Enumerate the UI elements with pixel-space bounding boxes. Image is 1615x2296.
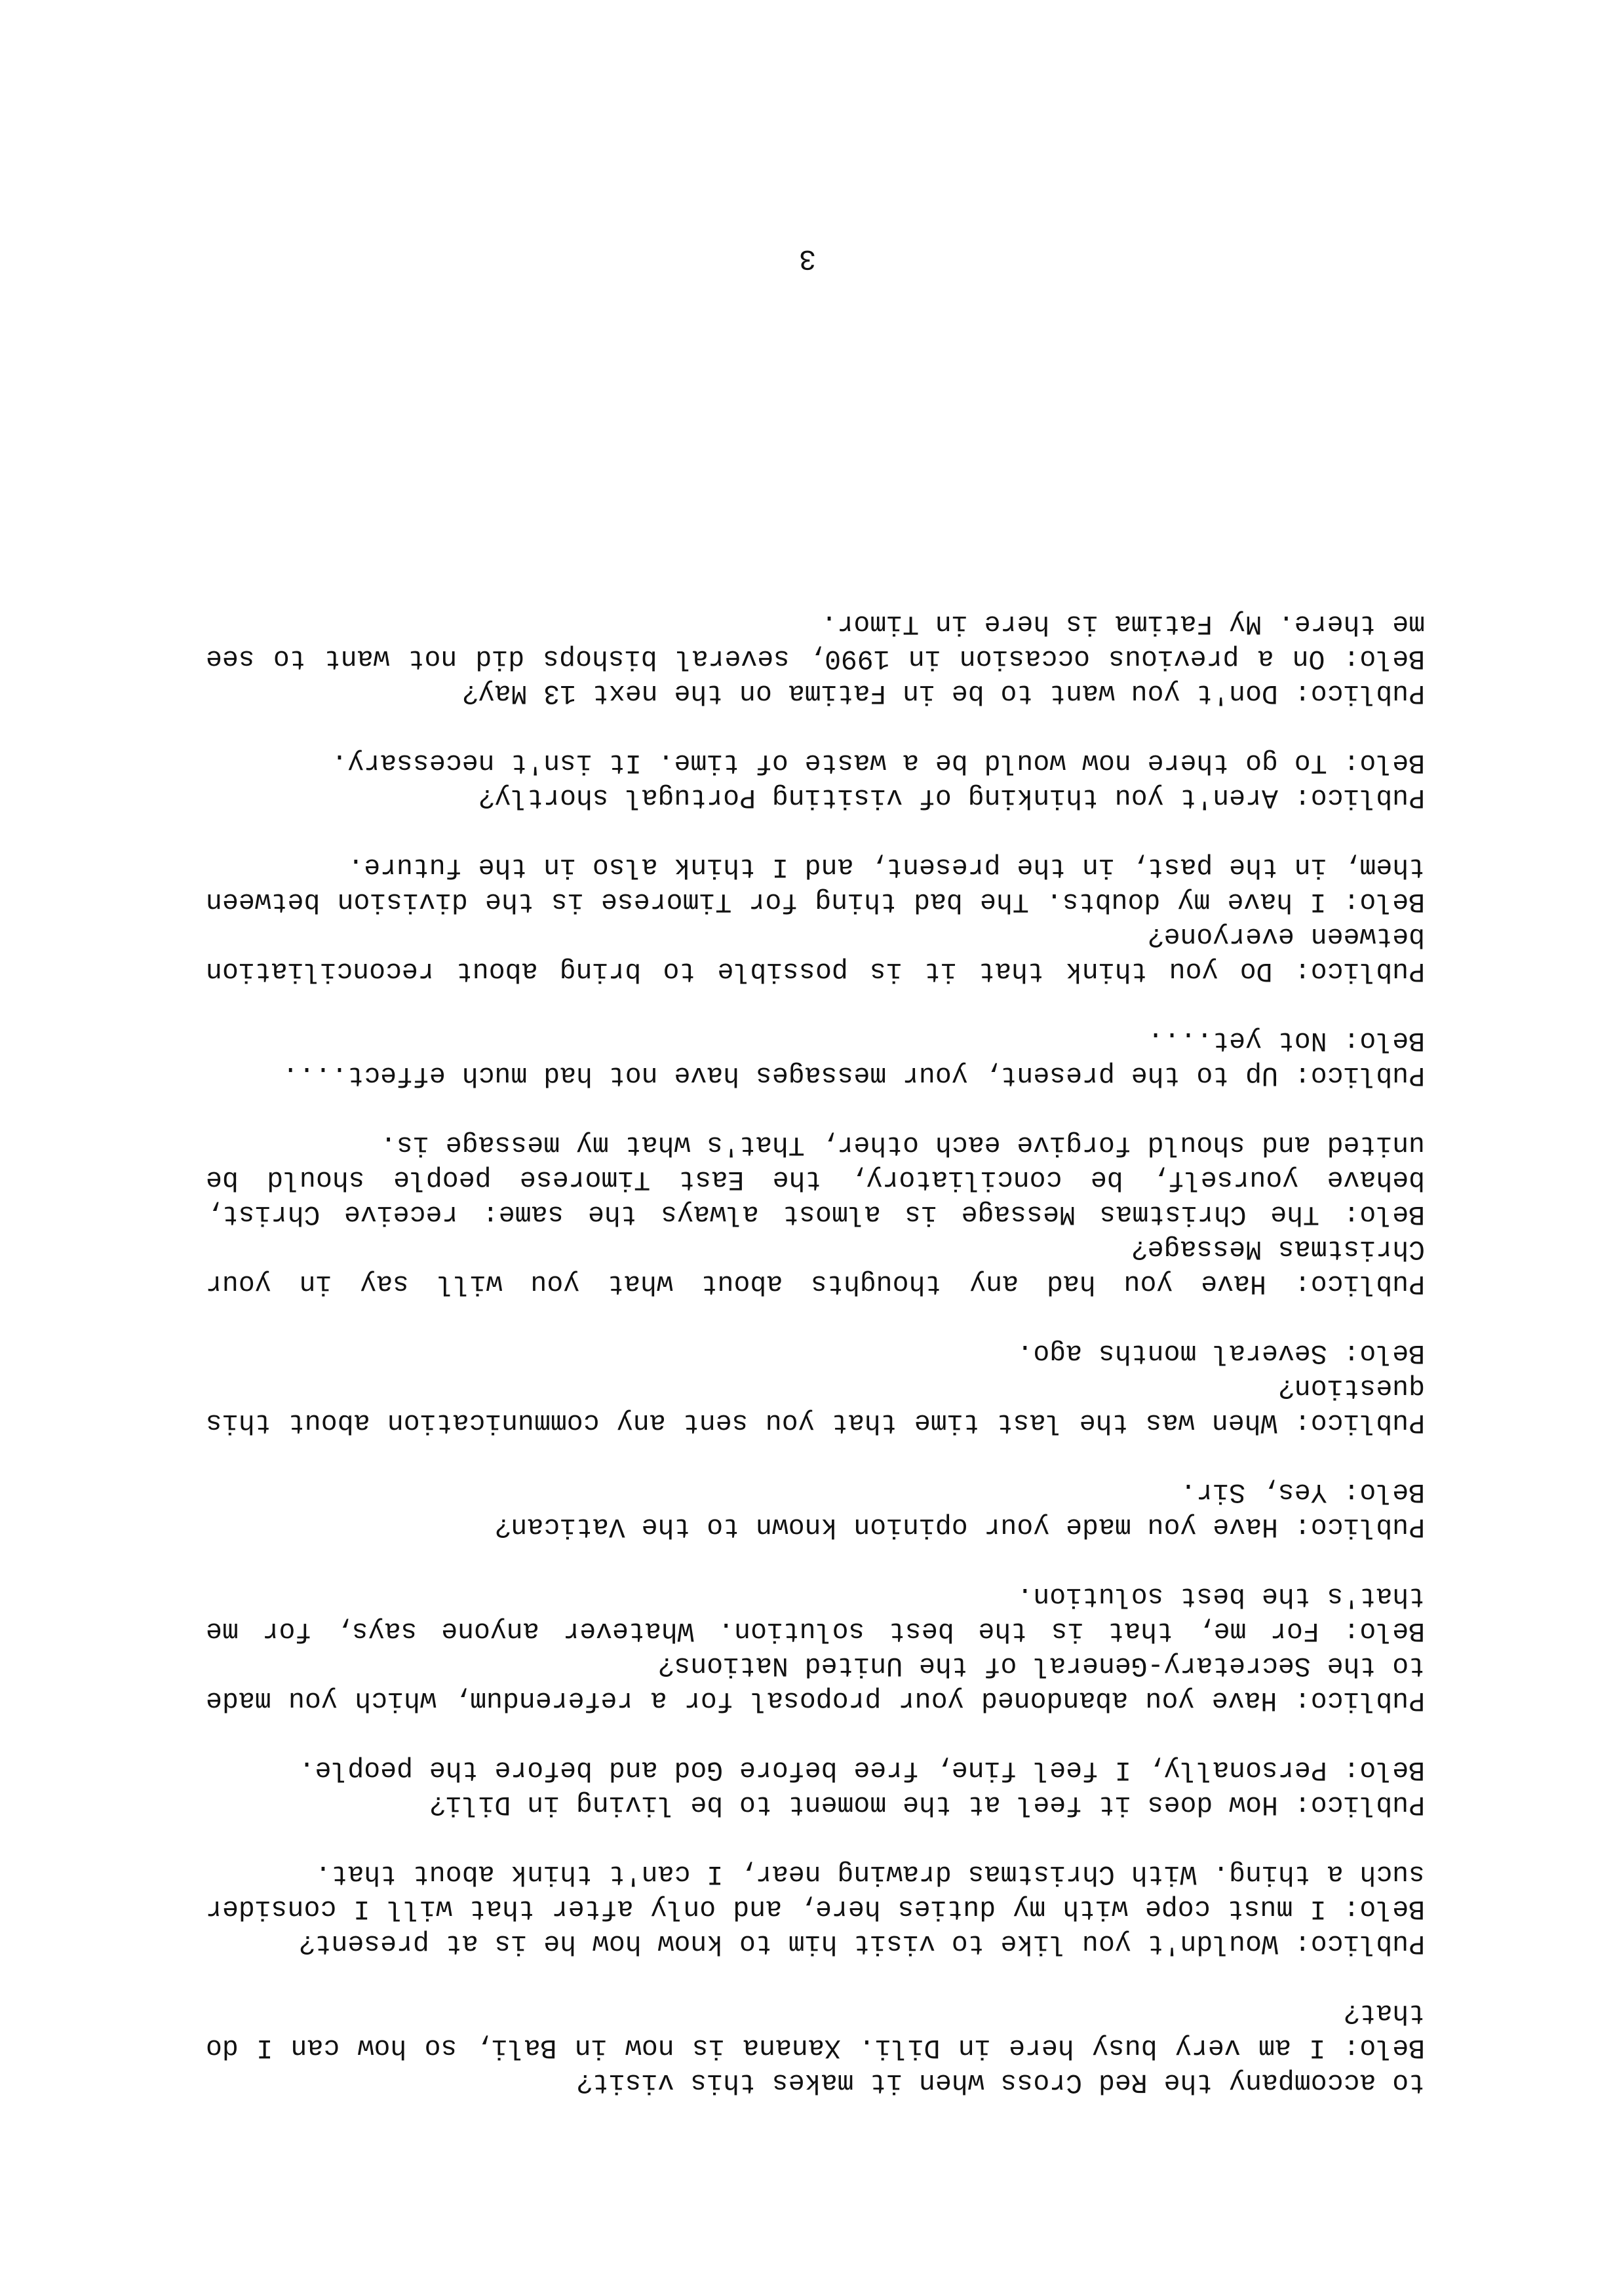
- transcript-paragraph: to accompany the Red Cross when it makes this visit? Belo: I am very busy here in Dili. Xanana is now in Bali, so how can I do that?: [206, 1997, 1425, 2097]
- transcript-paragraph: Publico: When was the last time that you sent any communication about this question? Belo: Several months ago.: [206, 1337, 1425, 1438]
- transcript-paragraph: Publico: Up to the present, your messages have not had much effect.... Belo: Not yet....: [282, 1025, 1425, 1090]
- interview-transcript: [206, 606, 1425, 2099]
- transcript-paragraph: Publico: Have you had any thoughts about what you will say in your Christmas Message? Belo: The Christmas Message is almost always the same: receive Christ, behave yourself, be conciliatory, the East Timorese people should be united and should forgive each other, That's what my message is.: [206, 1129, 1425, 1299]
- transcript-paragraph: Publico: Don't you want to be in Fatima on the next 13 May? Belo: On a previous occasion in 1990, several bishops did not want to see me there. My Fatima is here in Timor.: [206, 608, 1425, 708]
- transcript-paragraph: Publico: Wouldn't you like to visit him to know how he is at present? Belo: I must cope with my duties here, and only after that will I consider such a thing. With Christmas drawing near, I can't think about that.: [206, 1858, 1425, 1959]
- transcript-paragraph: Publico: Aren't you thinking of visiting Portugal shortly? Belo: To go there now would be a waste of time. It isn't necessary.: [331, 747, 1425, 813]
- page-number: 3: [798, 242, 817, 275]
- transcript-paragraph: Publico: How does it feel at the moment to be living in Dili? Belo: Personally, I feel fine, free before God and before the people.: [298, 1754, 1425, 1820]
- transcript-paragraph: Publico: Do you think that it is possible to bring about reconciliation between everyone? Belo: I have my doubts. The bad thing for Timorese is the division between them, in the past, in the present, and I think also in the future.: [206, 851, 1425, 986]
- transcript-paragraph: Publico: Have you made your opinion known to the Vatican? Belo: Yes, Sir.: [494, 1476, 1425, 1542]
- transcript-paragraph: Publico: Have you abandoned your proposal for a referendum, which you made to the Secretary-General of the United Nations? Belo: For me, that is the best solution. Whatever anyone says, for me that's the best solution.: [206, 1580, 1425, 1715]
